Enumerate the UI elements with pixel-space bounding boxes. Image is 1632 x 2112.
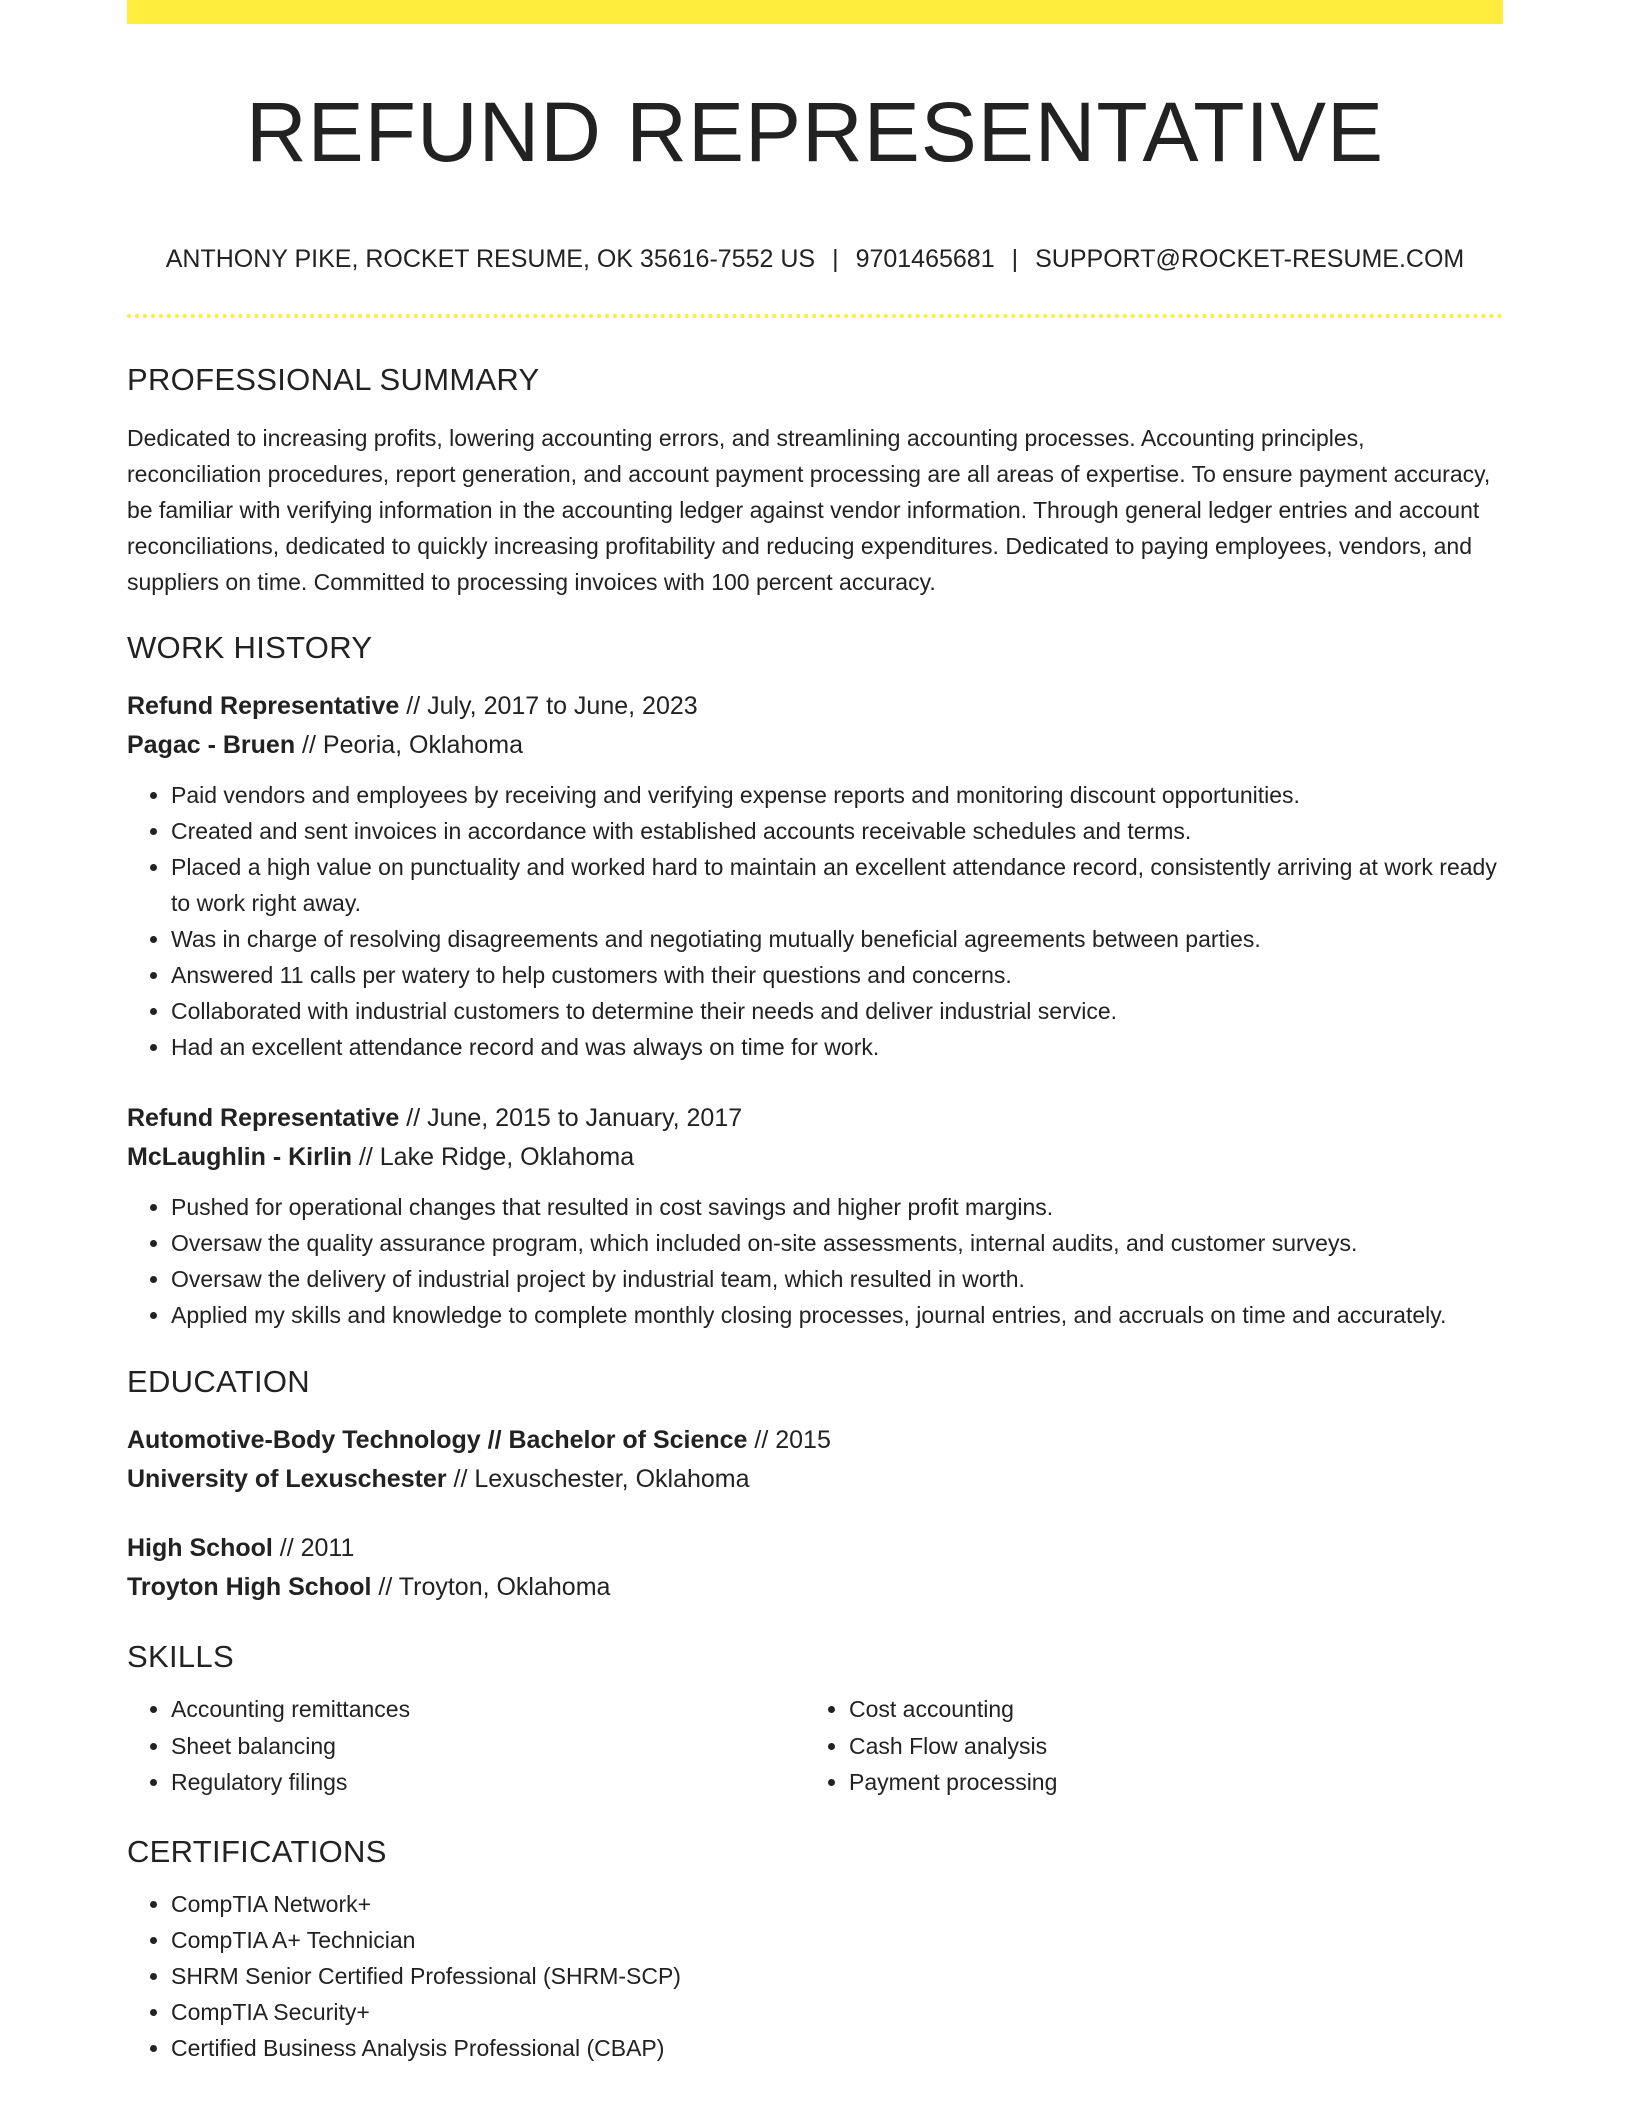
certification-item: • Certified Business Analysis Professional (CBAP): [171, 2030, 1503, 2066]
resume-title: REFUND REPRESENTATIVE: [245, 85, 1385, 179]
education-school: Troyton High School: [127, 1573, 372, 1601]
job-bullet: • Collaborated with industrial customers to determine their needs and deliver industrial service.: [171, 993, 1503, 1029]
job-entry: [127, 1099, 1503, 1333]
accent-top-bar: [127, 0, 1503, 24]
job-bullets: [127, 1189, 1503, 1333]
education-school: University of Lexuschester: [127, 1465, 447, 1493]
job-bullet: • Created and sent invoices in accordance with established accounts receivable schedules and terms.: [171, 813, 1503, 849]
skill-item: • Accounting remittances: [171, 1691, 805, 1728]
job-bullets: [127, 777, 1503, 1065]
skill-item: • Cost accounting: [849, 1691, 1483, 1728]
job-dates: // July, 2017 to June, 2023: [399, 692, 698, 720]
job-bullet: • Oversaw the quality assurance program, which included on-site assessments, internal audits, and customer surveys.: [171, 1225, 1503, 1261]
skill-item: • Cash Flow analysis: [849, 1728, 1483, 1765]
education-heading: EDUCATION: [127, 1364, 310, 1399]
certification-item: • CompTIA Security+: [171, 1994, 1503, 2030]
education-year: // 2011: [272, 1534, 355, 1562]
job-company-line: [127, 726, 1503, 765]
job-location: // Lake Ridge, Oklahoma: [352, 1143, 635, 1171]
skill-item: • Regulatory filings: [171, 1764, 805, 1801]
education-degree: Automotive-Body Technology // Bachelor of Science: [127, 1426, 748, 1454]
education-school-line: [127, 1568, 1503, 1607]
job-role: Refund Representative: [127, 692, 400, 720]
education-degree: High School: [127, 1534, 273, 1562]
education-location: // Troyton, Oklahoma: [371, 1573, 611, 1601]
certification-item: • CompTIA A+ Technician: [171, 1922, 1503, 1958]
skill-item: • Sheet balancing: [171, 1728, 805, 1765]
skill-item: • Payment processing: [849, 1764, 1483, 1801]
job-title-line: [127, 687, 1503, 726]
skills-list: [127, 1691, 1503, 1801]
job-company: Pagac - Bruen: [127, 731, 296, 759]
certification-item: • CompTIA Network+: [171, 1886, 1503, 1922]
job-company: McLaughlin - Kirlin: [127, 1143, 352, 1171]
certification-item: • SHRM Senior Certified Professional (SHRM-SCP): [171, 1958, 1503, 1994]
job-company-line: [127, 1138, 1503, 1177]
skills-column-left: [127, 1691, 805, 1801]
resume-content: [127, 24, 1503, 2066]
certifications-heading: CERTIFICATIONS: [127, 1833, 387, 1869]
education-degree-line: [127, 1529, 1503, 1568]
contact-email[interactable]: SUPPORT@ROCKET-RESUME.COM: [1035, 245, 1465, 273]
summary-text: Dedicated to increasing profits, lowering accounting errors, and streamlining accounting processes. Accounting principles, reconciliation procedures, report generation, and account payment processing are all areas of expertise. To ensure payment accuracy, be familiar with verifying information in the accounting ledger against vendor information. Through general ledger entries and account reconciliations, dedicated to quickly increasing profitability and reducing expenditures. Dedicated to paying employees, vendors, and suppliers on time. Committed to processing invoices with 100 percent accuracy.: [127, 425, 1491, 595]
skills-heading: SKILLS: [127, 1639, 234, 1674]
job-bullet: • Placed a high value on punctuality and worked hard to maintain an excellent attendance record, consistently arriving at work ready to work right away.: [171, 849, 1503, 921]
summary-heading: PROFESSIONAL SUMMARY: [127, 362, 540, 397]
dotted-divider: [127, 314, 1503, 318]
contact-separator: |: [1011, 245, 1019, 273]
job-bullet: • Oversaw the delivery of industrial project by industrial team, which resulted in worth.: [171, 1261, 1503, 1297]
job-location: // Peoria, Oklahoma: [295, 731, 523, 759]
job-title-line: [127, 1099, 1503, 1138]
job-bullet: • Paid vendors and employees by receiving and verifying expense reports and monitoring discount opportunities.: [171, 777, 1503, 813]
job-bullet: • Answered 11 calls per watery to help customers with their questions and concerns.: [171, 957, 1503, 993]
contact-address: ANTHONY PIKE, ROCKET RESUME, OK 35616-7552 US: [165, 245, 816, 273]
education-year: // 2015: [747, 1426, 831, 1454]
education-school-line: [127, 1460, 1503, 1499]
job-bullet: • Was in charge of resolving disagreements and negotiating mutually beneficial agreements between parties.: [171, 921, 1503, 957]
education-degree-line: [127, 1421, 1503, 1460]
contact-separator: |: [832, 245, 839, 273]
contact-phone: 9701465681: [855, 245, 995, 273]
education-entry: [127, 1421, 1503, 1499]
job-bullet: • Pushed for operational changes that resulted in cost savings and higher profit margins.: [171, 1189, 1503, 1225]
education-entry: [127, 1529, 1503, 1607]
job-bullet: • Had an excellent attendance record and was always on time for work.: [171, 1029, 1503, 1065]
job-role: Refund Representative: [127, 1104, 400, 1132]
work-history-heading: WORK HISTORY: [127, 630, 373, 665]
skills-column-right: [805, 1691, 1483, 1801]
job-entry: [127, 687, 1503, 1065]
job-dates: // June, 2015 to January, 2017: [399, 1104, 743, 1132]
contact-line: [127, 242, 1503, 276]
job-bullet: • Applied my skills and knowledge to complete monthly closing processes, journal entries, and accruals on time and accurately.: [171, 1297, 1503, 1333]
certifications-list: [127, 1886, 1503, 2066]
education-location: // Lexuschester, Oklahoma: [446, 1465, 750, 1493]
